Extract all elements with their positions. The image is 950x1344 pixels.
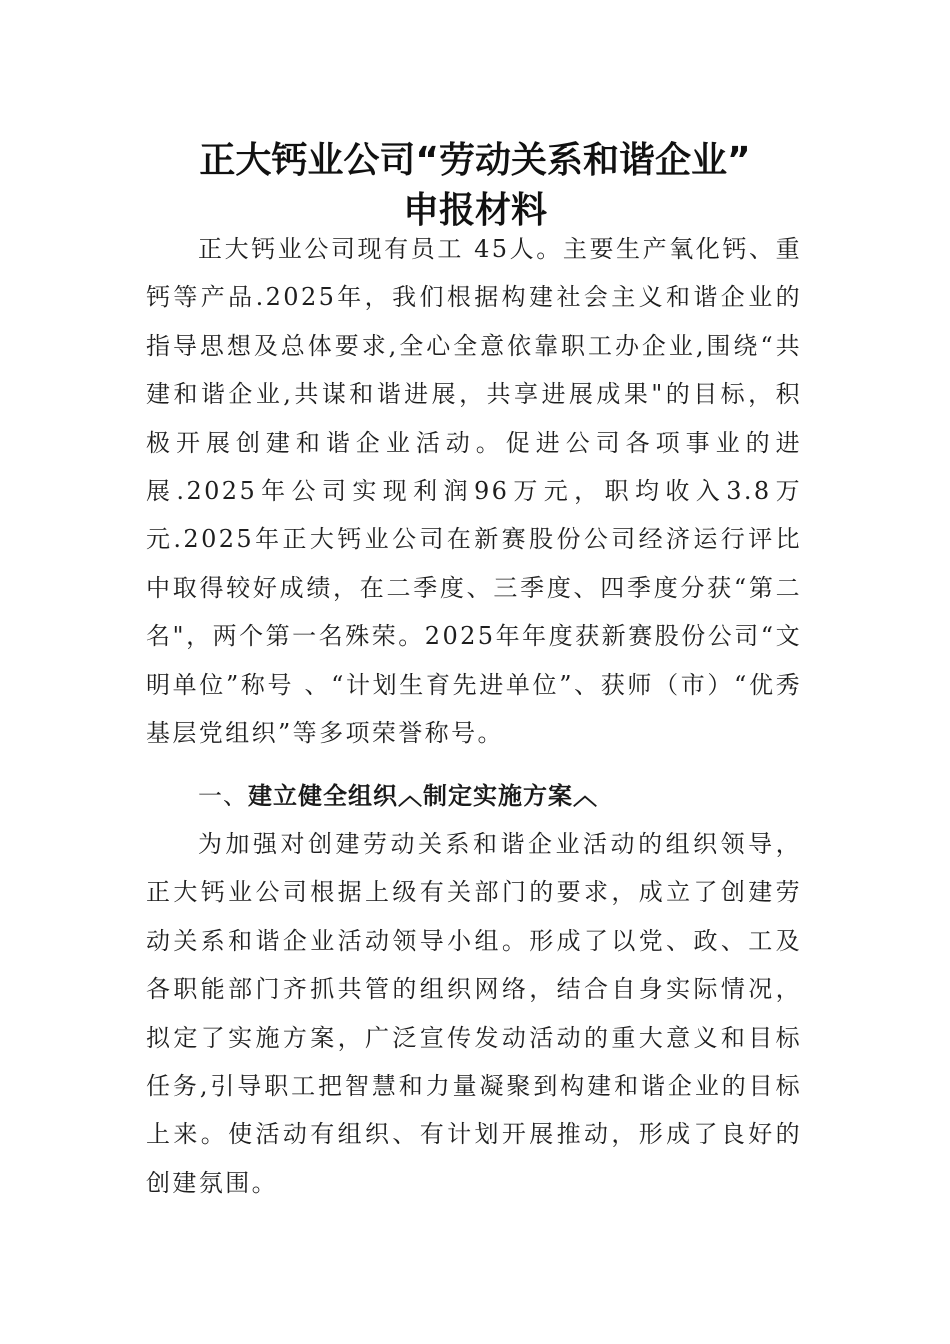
section-paragraph: 为加强对创建劳动关系和谐企业活动的组织领导，正大钙业公司根据上级有关部门的要求，成立了创建劳动关系和谐企业活动领导小组。形成了以党、政、工及各职能部门齐抓共管的组织网络，结合自身实际情况，拟定了实施方案，广泛宣传发动活动的重大意义和目标任务,引导职工把智慧和力量凝聚到构建和谐企业的目标上来。使活动有组织、有计划开展推动，形成了良好的创建氛围。 [146, 830, 802, 1197]
section-heading [198, 776, 598, 811]
document-subtitle: 申报材料 [402, 190, 547, 231]
intro-paragraph: 正大钙业公司现有员工 45人。主要生产氧化钙、重钙等产品.2025年，我们根据构建社会主义和谐企业的指导思想及总体要求,全心全意依靠职工办企业,围绕“共建和谐企业,共谋和谐进展，共享进展成果"的目标，积极开展创建和谐企业活动。促进公司各项事业的进展.2025年公司实现利润96万元，职均收入3.8万元.2025年正大钙业公司在新赛股份公司经济运行评比中取得较好成绩，在二季度、三季度、四季度分获“第二名"，两个第一名殊荣。2025年年度获新赛股份公司“文明单位”称号 、“计划生育先进单位”、获师（市）“优秀基层党组织”等多项荣誉称号。 [146, 235, 802, 748]
section-heading-text: 建立健全组织︿制定实施方案︿ [248, 782, 598, 810]
section-number: 一、 [198, 782, 248, 810]
document-title: 正大钙业公司“劳动关系和谐企业” [199, 140, 751, 181]
